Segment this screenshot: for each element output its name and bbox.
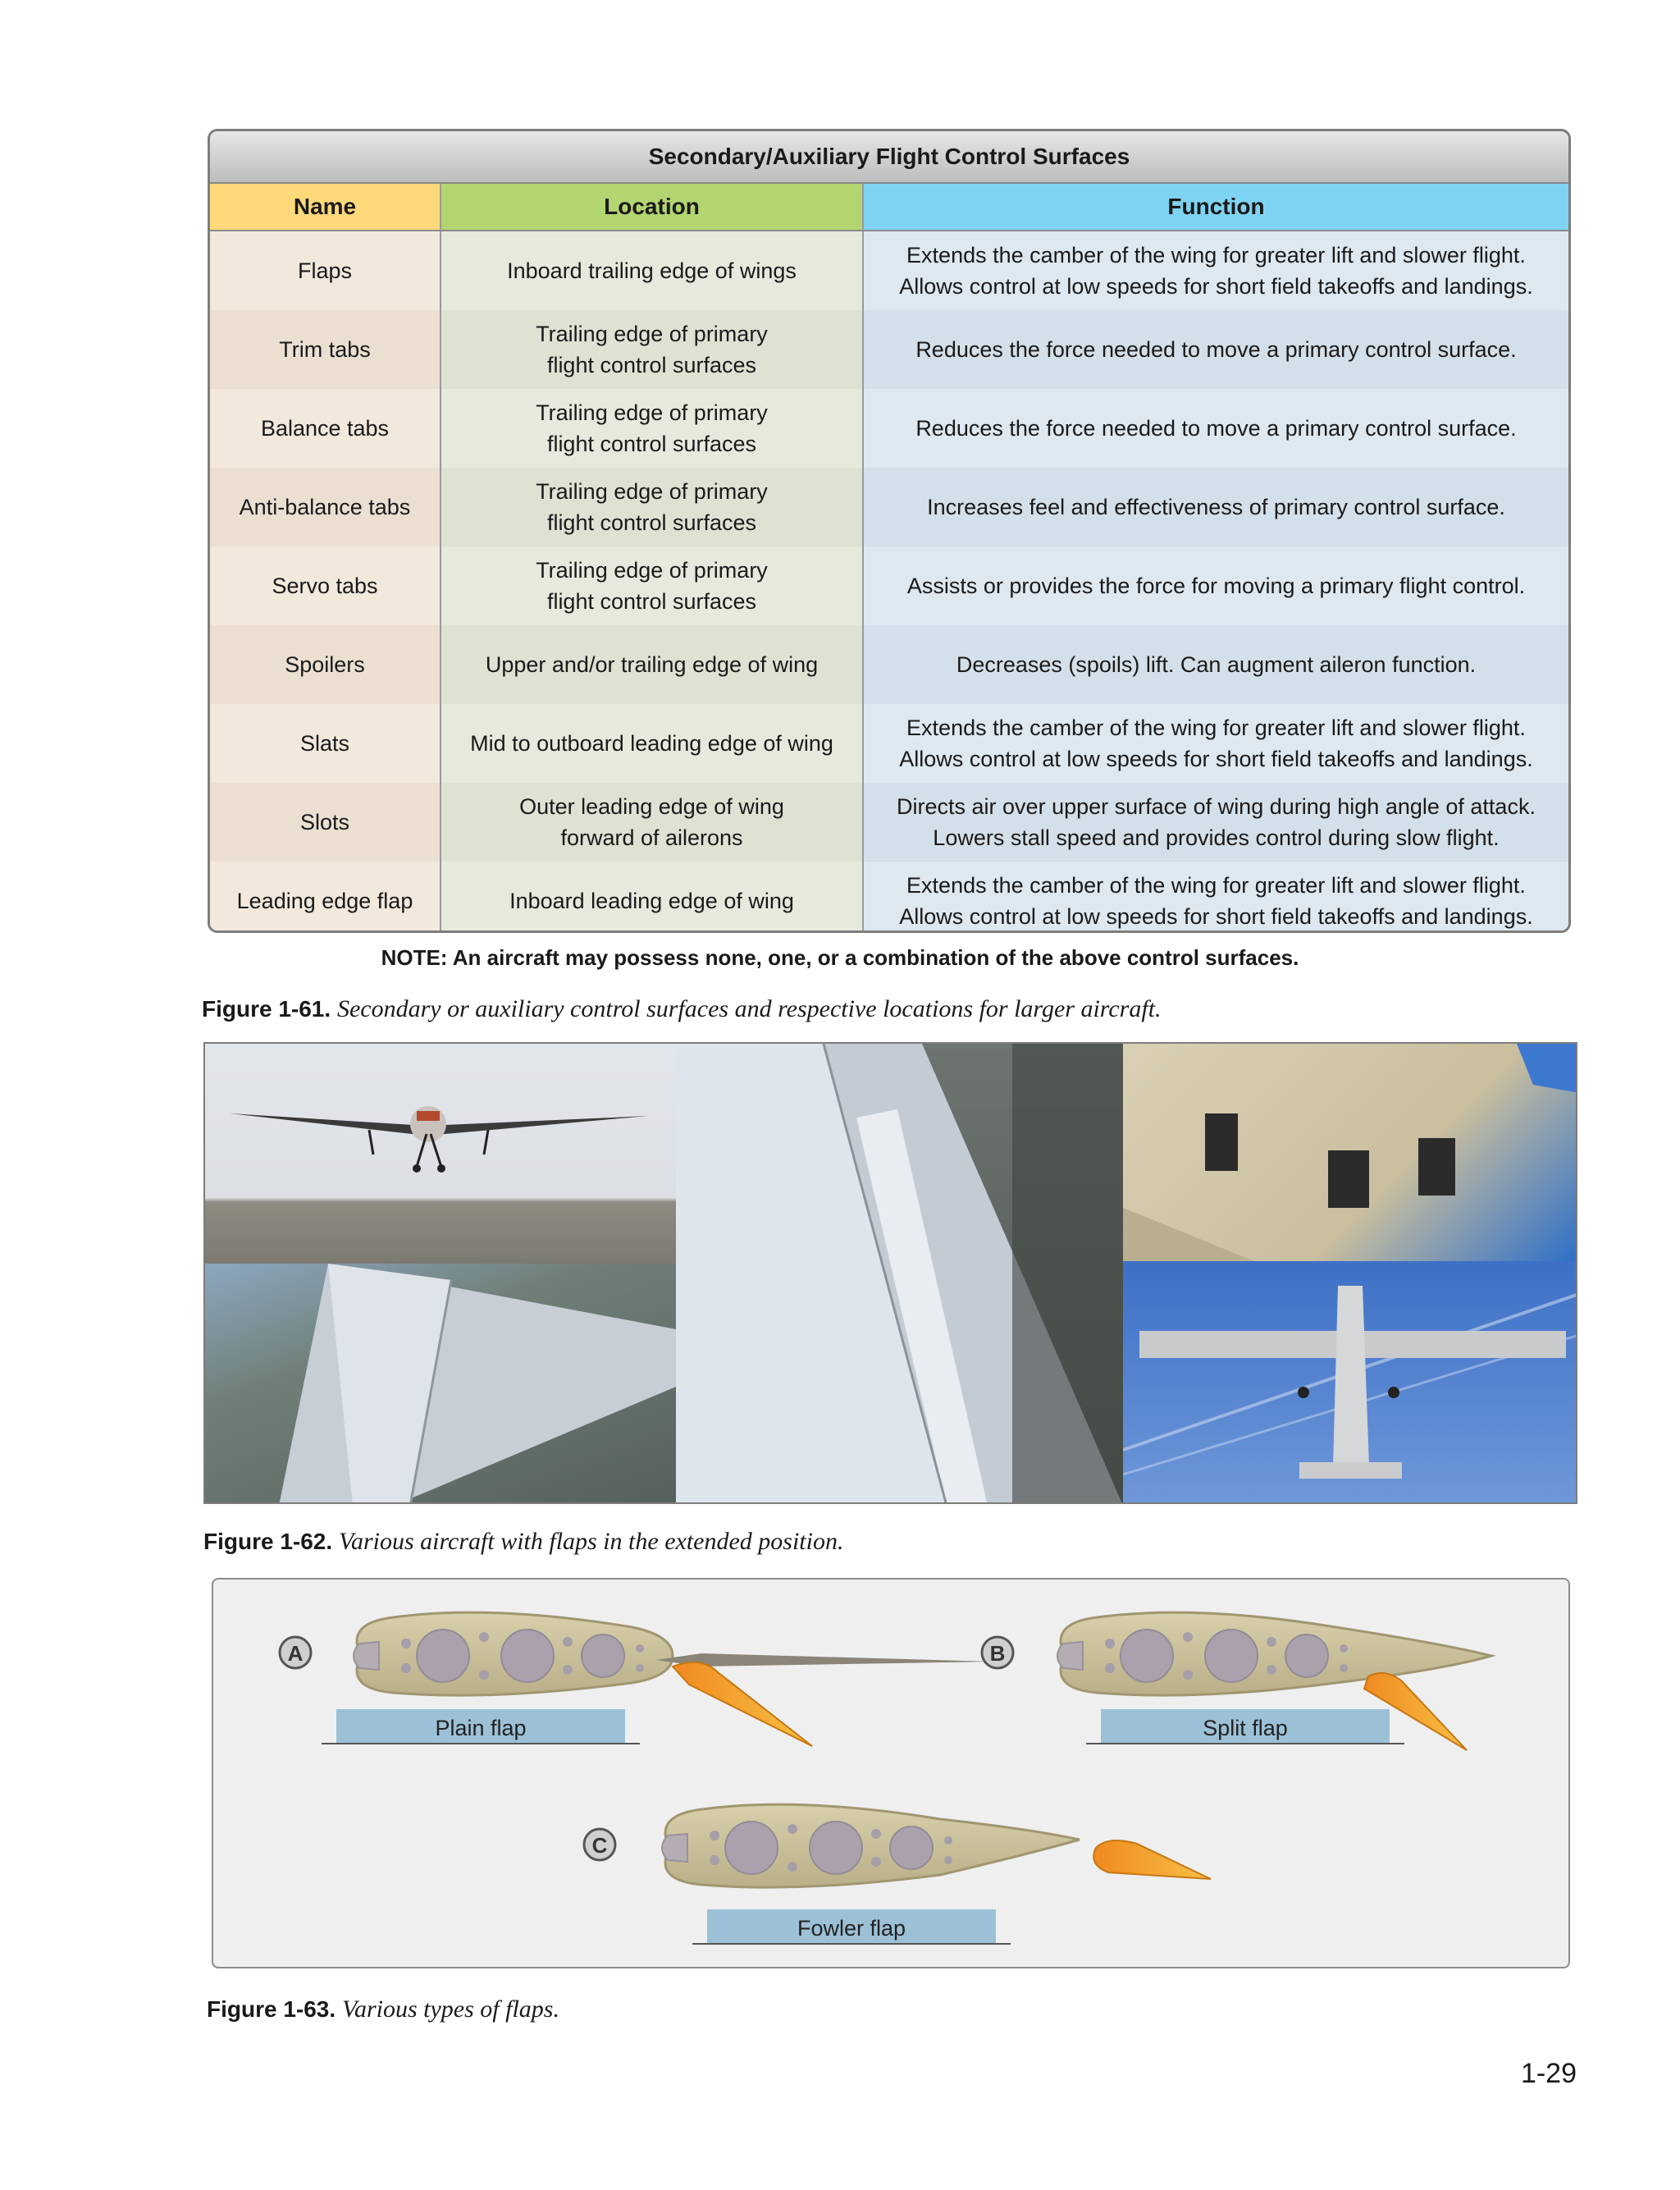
cell-name: Spoilers <box>210 625 441 704</box>
fowler-flap-airfoil <box>662 1804 1211 1887</box>
figure-caption-1-63 <box>207 1996 559 2023</box>
fowler-flap-label: Fowler flap <box>797 1916 906 1941</box>
figure-number: Figure 1-61. <box>202 996 331 1022</box>
page-number: 1-29 <box>1520 2058 1577 2089</box>
cell-function: Reduces the force needed to move a primary control surface. <box>864 310 1568 389</box>
flaps-photo-collage <box>203 1042 1577 1504</box>
figure-text: Various aircraft with flaps in the extended position. <box>338 1528 844 1555</box>
photo-jet-underside <box>1123 1044 1577 1261</box>
control-surfaces-table <box>208 129 1571 933</box>
table-row <box>210 231 1568 310</box>
table-row <box>210 862 1568 933</box>
figure-number: Figure 1-63. <box>207 1996 336 2022</box>
photo-high-wing-aircraft <box>1123 1261 1577 1504</box>
cell-location: Outer leading edge of wing forward of ailerons <box>441 783 864 862</box>
cell-location: Trailing edge of primary flight control surfaces <box>441 389 864 468</box>
wing-flap-closeup-image <box>676 1044 1123 1504</box>
plain-flap-label: Plain flap <box>435 1716 527 1740</box>
header-location: Location <box>441 184 864 230</box>
cell-name: Trim tabs <box>210 310 441 389</box>
label-a-letter: A <box>287 1641 304 1666</box>
table-note: NOTE: An aircraft may possess none, one, or a combination of the above control surfaces. <box>381 945 1299 970</box>
cell-name: Servo tabs <box>210 546 441 625</box>
table-row <box>210 704 1568 783</box>
cell-name: Balance tabs <box>210 389 441 468</box>
cell-location: Trailing edge of primary flight control surfaces <box>441 546 864 625</box>
cell-function: Decreases (spoils) lift. Can augment aileron function. <box>864 625 1568 704</box>
cell-name: Leading edge flap <box>210 862 441 933</box>
cell-location: Upper and/or trailing edge of wing <box>441 625 864 704</box>
header-function: Function <box>864 184 1568 230</box>
cell-name: Anti-balance tabs <box>210 468 441 546</box>
cell-location: Inboard leading edge of wing <box>441 862 864 933</box>
cell-location: Trailing edge of primary flight control surfaces <box>441 310 864 389</box>
table-row <box>210 468 1568 546</box>
cell-location: Trailing edge of primary flight control surfaces <box>441 468 864 546</box>
table-row <box>210 546 1568 625</box>
photo-airliner-wing <box>205 1264 676 1504</box>
cell-function: Extends the camber of the wing for greater lift and slower flight. Allows control at low speeds for short field takeoffs and landings. <box>864 231 1568 310</box>
cell-function: Extends the camber of the wing for greater lift and slower flight. Allows control at low speeds for short field takeoffs and landings. <box>864 862 1568 933</box>
cell-function: Directs air over upper surface of wing during high angle of attack. Lowers stall speed and provides control during slow flight. <box>864 783 1568 862</box>
cell-function: Extends the camber of the wing for greater lift and slower flight. Allows control at low speeds for short field takeoffs and landings. <box>864 704 1568 783</box>
figure-text: Secondary or auxiliary control surfaces and respective locations for larger aircraft. <box>336 995 1162 1022</box>
figure-caption-1-61 <box>202 995 1162 1023</box>
photo-aircraft-landing <box>205 1044 676 1264</box>
table-title: Secondary/Auxiliary Flight Control Surfaces <box>210 131 1568 184</box>
high-wing-aircraft-image <box>1123 1261 1577 1504</box>
cell-name: Slots <box>210 783 441 862</box>
label-b-letter: B <box>989 1641 1006 1666</box>
table-row <box>210 625 1568 704</box>
table-row <box>210 783 1568 862</box>
figure-text: Various types of flaps. <box>341 1996 559 2023</box>
cell-name: Flaps <box>210 231 441 310</box>
photo-wing-flap-closeup <box>676 1044 1123 1504</box>
jet-underside-image <box>1123 1044 1577 1261</box>
aircraft-landing-image <box>205 1044 676 1264</box>
airliner-wing-image <box>205 1264 676 1504</box>
table-header-row <box>210 184 1568 231</box>
cell-name: Slats <box>210 704 441 783</box>
flap-types-drawing <box>213 1580 1572 1970</box>
split-flap-label: Split flap <box>1203 1716 1288 1740</box>
table-row <box>210 310 1568 389</box>
label-c-letter: C <box>591 1833 608 1858</box>
cell-location: Mid to outboard leading edge of wing <box>441 704 864 783</box>
figure-number: Figure 1-62. <box>203 1529 333 1554</box>
figure-caption-1-62 <box>203 1528 843 1556</box>
cell-function: Assists or provides the force for moving a primary flight control. <box>864 546 1568 625</box>
cell-function: Reduces the force needed to move a primary control surface. <box>864 389 1568 468</box>
cell-function: Increases feel and effectiveness of primary control surface. <box>864 468 1568 546</box>
cell-location: Inboard trailing edge of wings <box>441 231 864 310</box>
table-row <box>210 389 1568 468</box>
header-name: Name <box>210 184 441 230</box>
flap-types-diagram <box>212 1578 1570 1968</box>
